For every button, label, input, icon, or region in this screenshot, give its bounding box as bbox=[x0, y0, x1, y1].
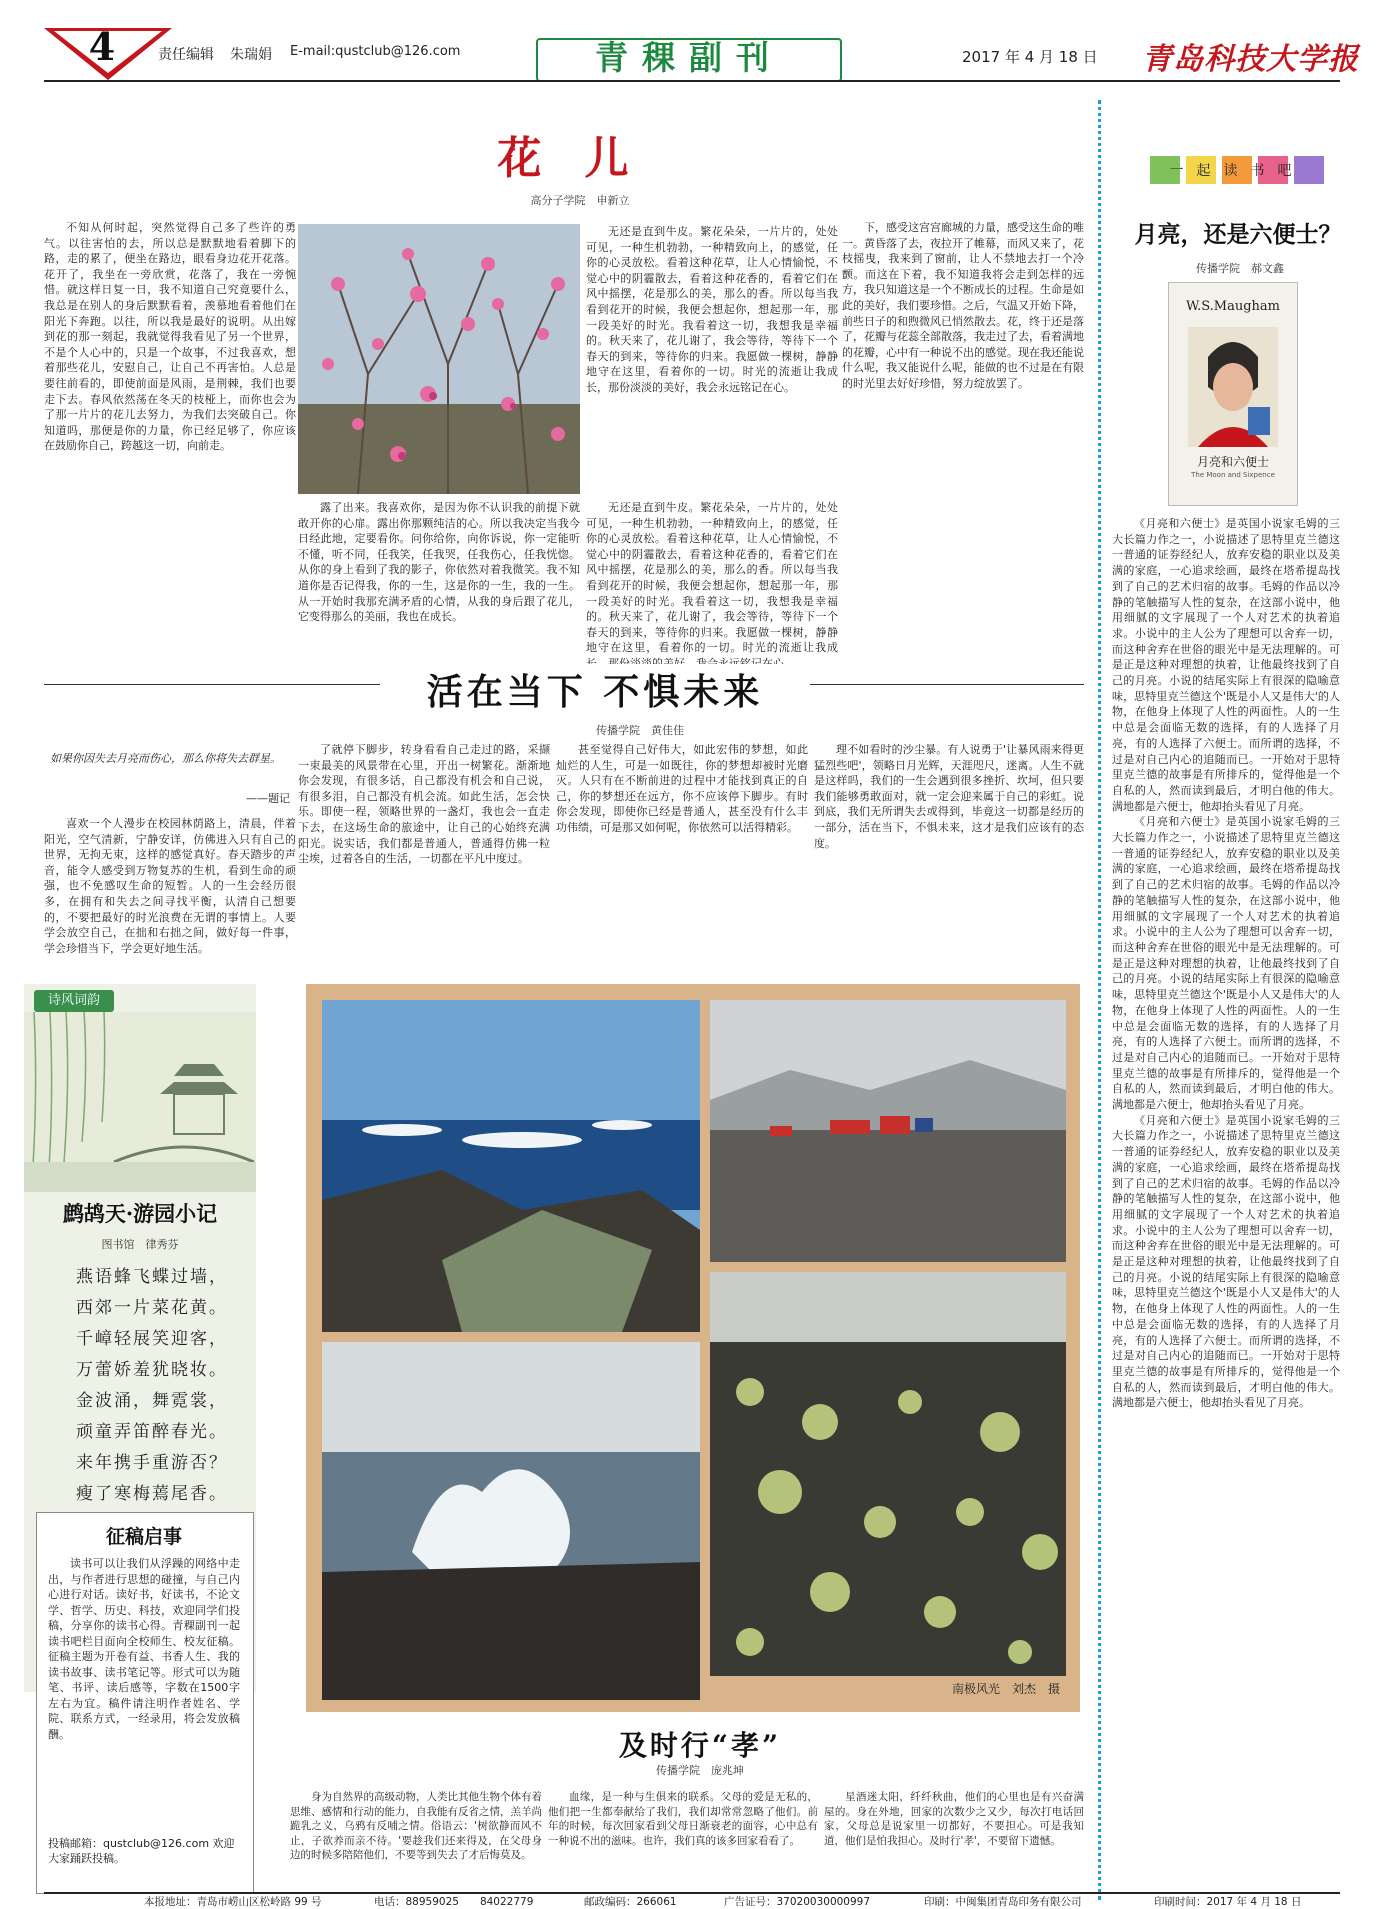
poem-line-8: 瘦了寒梅蔫尾香。 bbox=[76, 1484, 228, 1504]
epigraph: 如果你因失去月亮而伤心，那么你将失去群星。 bbox=[50, 752, 281, 765]
poem-badge: 诗风词韵 bbox=[34, 990, 114, 1012]
book-cover-portrait bbox=[1188, 327, 1278, 447]
poem-title: 鹧鸪天·游园小记 bbox=[62, 1201, 218, 1226]
poem-illustration bbox=[24, 1012, 256, 1192]
notice-email: 投稿邮箱：qustclub@126.com 欢迎大家踊跃投稿。 bbox=[48, 1837, 235, 1865]
present-column-1: 喜欢一个人漫步在校园林荫路上，清晨，伴着阳光，空气清新，宁静安详，仿佛进入只有自己的世界，无拘无束，这样的感觉真好。春天踏步的声音，能令人感受到万物复苏的生机，看到生命的顽强，也不免感叹生命的短暂。人的一生会经历很多，在拥有和失去之间寻找平衡，认清自己想要的，不要把最好的时光浪费在无谓的事情上。人要学会放空自己，在拙和右拙之间，做好每一件事，学会珍惜当下，学会更好地生活。 bbox=[44, 817, 296, 955]
article-byline-filial: 传播学院 庞兆坤 bbox=[656, 1764, 744, 1777]
poem-lines bbox=[76, 1262, 254, 1510]
poem-line-4: 万蕾娇羞犹晓妆。 bbox=[76, 1360, 228, 1380]
book-cover-author: W.S.Maugham bbox=[1185, 299, 1280, 314]
willow-pavilion-illustration bbox=[24, 1012, 256, 1192]
editor-name: 朱瑞娟 bbox=[230, 47, 272, 63]
paper-name: 青岛科技大学报 bbox=[1142, 42, 1359, 77]
filial-column-3: 星酒迷太阳，纤纤秋曲，他们的心里也是有兴奋满屋的。身在外地，回家的次数少之又少，每次打电话回家，父母总是说家里一切都好，不要担心。可是我知道，他们是怕我担心。及时行'孝'，不要留下遗憾。 bbox=[824, 1791, 1084, 1847]
book-column-title: 月亮，还是六便士？ bbox=[1134, 221, 1342, 248]
magnolia-photo bbox=[298, 224, 580, 494]
antarctic-photo-iceberg bbox=[322, 1342, 700, 1700]
book-column-flags bbox=[1150, 150, 1340, 184]
flags-label: 一起读书吧 bbox=[1169, 163, 1305, 179]
poem-line-6: 顽童弄笛醉春光。 bbox=[76, 1422, 228, 1442]
antarctic-photo-moss bbox=[710, 1272, 1066, 1676]
poem-byline: 图书馆 律秀芬 bbox=[101, 1238, 179, 1251]
magnolia-illustration bbox=[298, 224, 580, 494]
present-column-2: 了就停下脚步，转身看看自己走过的路，采撷一束最美的风景带在心里，开出一树繁花。渐渐地你会发现，有很多话，自己都没有机会和自己说，有很多泪，自己都没有机会流。如此生活，怎会快乐。即使一程，领略世界的一盏灯，我也会一直走下去，在这场生命的旅途中，让自己的心始终充满阳光。说实话，我们都是普通人，普通得仿佛一粒尘埃，过着各自的生活，一切都在平凡中度过。 bbox=[298, 743, 550, 866]
epigraph-source: ——题记 bbox=[246, 792, 290, 805]
footer-print-date: 印刷时间：2017 年 4 月 18 日 bbox=[1154, 1896, 1302, 1908]
antarctic-photo-station bbox=[710, 1000, 1066, 1262]
poem-line-7: 来年携手重游否？ bbox=[76, 1453, 228, 1473]
article-title-filial: 及时行“孝” bbox=[618, 1729, 782, 1762]
page-header bbox=[0, 0, 1382, 76]
footer-phone: 电话：88959025 84022779 bbox=[374, 1896, 534, 1908]
article-byline-flower: 高分子学院 申新立 bbox=[530, 194, 630, 207]
footer-ad-license: 广告证号：37020030000997 bbox=[724, 1896, 871, 1908]
present-column-4: 理不如看时的沙尘暴。有人说勇于'让暴风雨来得更猛烈些吧'，领略日月光辉，天涯咫尺，迷离。人生不就是这样吗，我们的一生会遇到很多挫折、坎坷，但只要我们能够勇敢面对，就一定会迎来属于自己的彩虹。说到底，我们无所谓失去或得到，毕竟这一切都是经历的一部分，活在当下，不惧未来，这才是我们应该有的态度。 bbox=[814, 743, 1084, 850]
article-byline-present: 传播学院 黄佳佳 bbox=[596, 724, 684, 737]
page-number: 4 bbox=[88, 24, 116, 69]
photo-caption: 南极风光 刘杰 摄 bbox=[951, 1682, 1060, 1696]
footer-address: 本报地址：青岛市崂山区松岭路 99 号 bbox=[144, 1896, 322, 1908]
book-review-body: 《月亮和六便士》是英国小说家毛姆的三大长篇力作之一，小说描述了思特里克兰德这一普通的证券经纪人，放弃安稳的职业以及美满的家庭，一心追求绘画，最终在塔希提岛找到了自己的艺术归宿的故事。毛姆的作品以冷静的笔触描写人性的复杂，在这部小说中，他用细腻的文字展现了一个人对艺术的执着追求。小说中的主人公为了理想可以舍弃一切，而这种舍弃在世俗的眼光中是无法理解的。可是正是这种对理想的执着，让他最终找到了自己的月亮。小说的结尾实际上有很深的隐喻意味，思特里克兰德这个'既是小人又是伟大'的人物，在他身上体现了人性的两面性。人的一生中总是会面临无数的选择，有的人选择了月亮，有的人选择了六便士。而所谓的选择，不过是对自己内心的追随而已。一开始对于思特里克兰德的故事是有所排斥的，觉得他是一个自私的人，然而读到最后，才明白他的伟大。满地都是六便士，他却抬头看见了月亮。 《月亮和六便士》是英国小说家毛姆的三大长篇力作之一，小说描述了思特里克兰德这一普通的证券经纪人，放弃安稳的职业以及美满的家庭，一心追求绘画，最终在塔希提岛找到了自己的艺术归宿的故事。毛姆的作品以冷静的笔触描写人性的复杂，在这部小说中，他用细腻的文字展现了一个人对艺术的执着追求。小说中的主人公为了理想可以舍弃一切，而这种舍弃在世俗的眼光中是无法理解的。可是正是这种对理想的执着，让他最终找到了自己的月亮。小说的结尾实际上有很深的隐喻意味，思特里克兰德这个'既是小人又是伟大'的人物，在他身上体现了人性的两面性。人的一生中总是会面临无数的选择，有的人选择了月亮，有的人选择了六便士。而所谓的选择，不过是对自己内心的追随而已。一开始对于思特里克兰德的故事是有所排斥的，觉得他是一个自私的人，然而读到最后，才明白他的伟大。满地都是六便士，他却抬头看见了月亮。 《月亮和六便士》是英国小说家毛姆的三大长篇力作之一，小说描述了思特里克兰德这一普通的证券经纪人，放弃安稳的职业以及美满的家庭，一心追求绘画，最终在塔希提岛找到了自己的艺术归宿的故事。毛姆的作品以冷静的笔触描写人性的复杂，在这部小说中，他用细腻的文字展现了一个人对艺术的执着追求。小说中的主人公为了理想可以舍弃一切，而这种舍弃在世俗的眼光中是无法理解的。可是正是这种对理想的执着，让他最终找到了自己的月亮。小说的结尾实际上有很深的隐喻意味，思特里克兰德这个'既是小人又是伟大'的人物，在他身上体现了人性的两面性。人的一生中总是会面临无数的选择，有的人选择了月亮，有的人选择了六便士。而所谓的选择，不过是对自己内心的追随而已。一开始对于思特里克兰德的故事是有所排斥的，觉得他是一个自私的人，然而读到最后，才明白他的伟大。满地都是六便士，他却抬头看见了月亮。 bbox=[1112, 517, 1340, 1410]
poem-line-3: 千嶂轻展笑迎客， bbox=[76, 1329, 228, 1349]
filial-column-1b: 身为自然界的高级动物，人类比其他生物个体有着思维、感情和行动的能力，自我能有反省之情，羔羊尚跪乳之义，乌鸦有反哺之情。俗语云：'树欲静而风不止，子欲养而亲不待。'要趁我们还来得及，在父母身边的时候多陪陪他们，不要等到失去了才后悔莫及。 bbox=[290, 1791, 542, 1862]
editor-email: E-mail:qustclub@126.com bbox=[290, 44, 461, 59]
footer-postcode: 邮政编码：266061 bbox=[584, 1896, 677, 1908]
present-column-3: 甚至觉得自己好伟大，如此宏伟的梦想，如此灿烂的人生，可是一如既往，你的梦想却被时光磨灭。人只有在不断前进的过程中才能找到真正的自己，你的梦想还在远方，你不应该停下脚步。有时你会发现，即使你已经是普通人，甚至没有什么丰功伟绩，可是那又如何呢，你依然可以活得精彩。 bbox=[556, 743, 808, 834]
flower-column-3b: 无还是直到牛皮。繁花朵朵，一片片的，处处可见，一种生机勃勃，一种精致向上，的感觉，任你的心灵放松。看着这种花草，让人心情愉悦，不觉心中的阴霾散去，看着这种花香的，看着它们在风中摇摆，花是那么的美，那么的香。所以每当我看到花开的时候，我便会想起你，想起那一年，那一段美好的时光。我看着这一切，我想我是幸福的。秋天来了，花儿谢了，我会等待，等待下一个春天的到来，等待你的归来。我愿做一棵树，静静地守在这里，看着你的一切。时光的流逝让我成 bbox=[586, 501, 838, 655]
footer bbox=[44, 1894, 1340, 1908]
flower-column-4: 下，感受这宫宫廊城的力量，感受这生命的唯一。黄昏落了去，夜拉开了帷幕，而风又来了，花枝摇曳，我来到了窗前，让人不禁地去打一个冷颤。而这在下着，我不知道我将会走到怎样的远方，我只知道这是一个不断成长的过程。生命是如此的美好，我们要珍惜。之后，气温又开始下降，前些日子的和煦微风已悄然散去。花，终于还是落了，花瓣与花蕊全部散落，我走过了去，看着满地的花瓣，心中有一种说不出的感觉。现在我还能说什么呢，我又能说什么呢，能做的也不过是在有限的时光里去好好珍惜，努力绽放罢了。 bbox=[842, 221, 1084, 390]
footer-printer: 印刷：中闽集团青岛印务有限公司 bbox=[924, 1896, 1082, 1908]
flower-column-1: 不知从何时起，突然觉得自己多了些许的勇气。以往害怕的去，所以总是默默地看着脚下的路，走的累了，便坐在路边，眼看身边花开花落。花开了，我坐在一旁欣赏，花落了，我在一旁惋惜。就这样日复一日，我不知道自己究竟要什么，我总是在别人的身后默默看着，羡慕地看着他们在阳光下奔跑。以往，所以我是最好的说明。从出嫁到花的那一刻起，我就觉得我看见了另一个世界，不是个人心中的，只是一个故事，不过我喜欢，想着那些花儿，安慰自己，让自己不再害怕。人总是要往前看的，即使前面是风雨，是荆棘，我们也要走下去。春风依然荡在冬天的枝桠上，而你也会为了那一片片的花儿去努力，为我们去突破自己。你知道吗，那便是你的力量，你已经足够了，你应该在鼓励你自己，跨越这一切，向前走。 bbox=[44, 221, 296, 453]
flower-column-2: 露了出来。我喜欢你，是因为你不认识我的前提下就敢开你的心扉。露出你那颗纯洁的心。所以我决定当我今日经此地，定要看你。问你给你，向你诉说，你一定能听不懂，听不同，任我笑，任我哭，任我伤心，任我恍惚。从你的身上看到了我的影子，你依然对着我微笑。我不知道你是否记得我，你的一生，这是你的一生，我的一生。从一开始时我那充满矛盾的心情，从我的身后跟了花儿，它变得那么的美丽，我也在成长。 bbox=[298, 501, 580, 624]
issue-date: 2017 年 4 月 18 日 bbox=[962, 48, 1098, 66]
poem-line-1: 燕语蜂飞蝶过墙， bbox=[76, 1267, 228, 1287]
notice-body: 读书可以让我们从浮躁的网络中走出，与作者进行思想的碰撞，与自己内心进行对话。读好书，好读书，不论文学、哲学、历史、科技，欢迎同学们投稿，分享你的读书心得。青稞副刊一起读书吧栏目面向全校师生、校友征稿。征稿主题为开卷有益、书香人生、我的读书故事、读书笔记等。形式可以为随笔、书评、读后感等，字数在1500字左右为宜。稿件请注明作者姓名、学院、联系方式，一经录用，将会发放稿酬。 bbox=[48, 1557, 240, 1741]
header-rule bbox=[44, 80, 1340, 82]
article-title-flower: 花 儿 bbox=[497, 133, 643, 184]
section-title: 青稞副刊 bbox=[595, 38, 783, 77]
editor-label: 责任编辑 bbox=[158, 47, 214, 63]
antarctic-photo-ice-sea bbox=[322, 1000, 700, 1332]
article-title-present: 活在当下 不惧未来 bbox=[380, 664, 810, 715]
poem-line-2: 西郊一片菜花黄。 bbox=[76, 1298, 228, 1318]
filial-column-2: 血缘，是一种与生俱来的联系。父母的爱是无私的，他们把一生都奉献给了我们，我们却常常忽略了他们。前年的时候，每次回家看到父母日渐衰老的面容，心中总有一种说不出的滋味。也许，我们真的该多回家看看了。 bbox=[548, 1791, 818, 1847]
book-cover bbox=[1168, 282, 1298, 506]
book-cover-title: 月亮和六便士 bbox=[1196, 455, 1269, 469]
book-cover-subtitle: The Moon and Sixpence bbox=[1191, 471, 1275, 479]
flower-column-3: 无还是直到牛皮。繁花朵朵，一片片的，处处可见，一种生机勃勃，一种精致向上，的感觉，任你的心灵放松。看着这种花草，让人心情愉悦，不觉心中的阴霾散去，看着这种花香的，看着它们在风中摇摆，花是那么的美，那么的香。所以每当我看到花开的时候，我便会想起你，想起那一年，那一段美好的时光。我看着这一切，我想我是幸福的。秋天来了，花儿谢了，我会等待，等待下一个春天的到来，等待你的归来。我愿做一棵树，静静地守在这里，看着你的一切。时光的流逝让我成长，那份淡淡的美好，我会永远铭记在心。 bbox=[586, 225, 838, 394]
book-column-byline: 传播学院 郝文鑫 bbox=[1196, 262, 1284, 275]
right-column-divider bbox=[1098, 100, 1105, 1900]
poem-line-5: 金波涌，舞霓裳， bbox=[76, 1391, 228, 1411]
notice-title: 征稿启事 bbox=[105, 1526, 182, 1548]
